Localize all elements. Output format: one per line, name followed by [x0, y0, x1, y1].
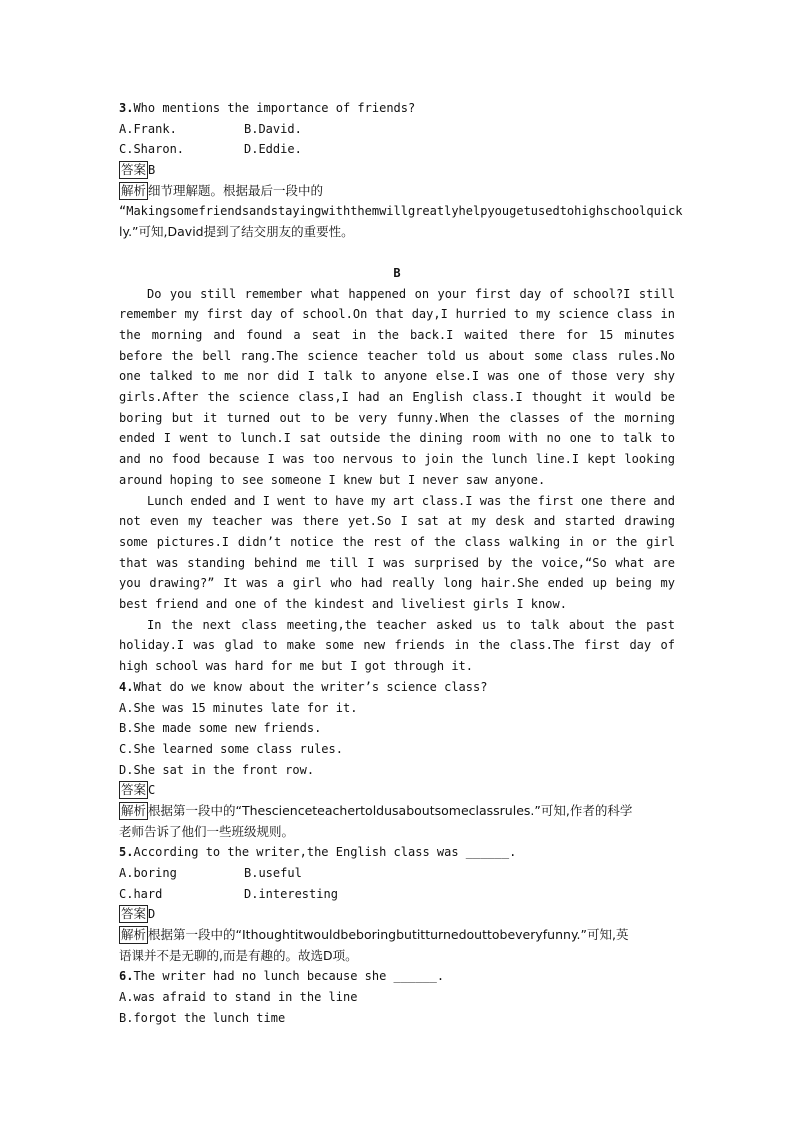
- question-number: 3.: [119, 101, 134, 115]
- option-a: A.boring: [119, 866, 177, 881]
- passage-paragraph-2: Lunch ended and I went to have my art class.I was the first one there and not even my teacher was there yet.So I sat at my desk and started drawing some pictures.I didn’t notice the rest of the class walking in or the girl that was standing behind me till I was surprised by the voice,“So what are you drawing?” It was a girl who had really long hair.She ended up being my best friend and one of the kindest and liveliest girls I know.: [119, 493, 675, 612]
- analysis-quote: “Makingsomefriendsandstayingwiththemwillgreatlyhelpyougetusedtohighschoolquick: [119, 204, 683, 219]
- option-c: C.She learned some class rules.: [119, 741, 343, 756]
- answer-value: D: [148, 907, 156, 922]
- option-d: D.She sat in the front row.: [119, 762, 315, 777]
- option-b: B.She made some new friends.: [119, 721, 322, 736]
- analysis-text: 根据第一段中的“Thescienceteachertoldusaboutsomeclassrules.”可知,作者的科学: [148, 802, 633, 818]
- answer-value: B: [148, 163, 156, 178]
- question-3: [119, 98, 675, 119]
- question-6: [119, 966, 675, 987]
- answer-line: [119, 160, 675, 181]
- options-row: [119, 863, 675, 884]
- passage-paragraph-1: Do you still remember what happened on your first day of school?I still remember my first day of school.On that day,I hurried to my science class in the morning and found a seat in the back.I waited there for 15 minutes before the bell rang.The science teacher told us about some class rules.No one talked to me nor did I talk to anyone else.I was one of those very shy girls.After the science class,I had an English class.I thought it would be boring but it turned out to be very funny.When the classes of the morning ended I went to lunch.I sat outside the dining room with no one to talk to and no food because I was too nervous to join the lunch line.I kept looking around hoping to see someone I knew but I never saw anyone.: [119, 286, 675, 487]
- analysis-tag: 解析: [121, 182, 147, 198]
- option-a: A.was afraid to stand in the line: [119, 990, 358, 1005]
- option-a: A.She was 15 minutes late for it.: [119, 700, 358, 715]
- analysis-conclusion: 老师告诉了他们一些班级规则。: [119, 823, 295, 839]
- question-4: [119, 677, 675, 698]
- analysis-text: 根据第一段中的“Ithoughtitwouldbeboringbutitturnedouttobeveryfunny.”可知,英: [148, 927, 629, 943]
- analysis-tag: 解析: [121, 802, 147, 818]
- option-d: D.interesting: [244, 886, 338, 901]
- question-number: 4.: [119, 679, 134, 694]
- answer-tag: 答案: [121, 906, 147, 922]
- answer-line: [119, 780, 675, 801]
- options-row: [119, 884, 675, 905]
- analysis-tag: 解析: [121, 927, 147, 943]
- question-number: 5.: [119, 845, 134, 860]
- passage-paragraph-3: In the next class meeting,the teacher asked us to talk about the past holiday.I was glad to make some new friends in the class.The first day of high school was hard for me but I got through it.: [119, 617, 675, 674]
- answer-tag: 答案: [121, 782, 147, 798]
- analysis-line: [119, 181, 675, 202]
- options-row: [119, 139, 675, 160]
- options-row: [119, 119, 675, 140]
- analysis-text: 细节理解题。根据最后一段中的: [148, 182, 324, 198]
- question-text: According to the writer,the English class was ______.: [133, 845, 517, 860]
- option-b: B.forgot the lunch time: [119, 1010, 286, 1025]
- answer-value: C: [148, 783, 156, 798]
- option-c: C.Sharon.: [119, 142, 185, 157]
- section-title: B: [393, 265, 401, 280]
- option-d: D.Eddie.: [244, 142, 302, 157]
- question-number: 6.: [119, 969, 134, 984]
- answer-line: [119, 904, 675, 925]
- question-5: [119, 842, 675, 863]
- answer-tag: 答案: [121, 162, 147, 178]
- option-b: B.David.: [244, 121, 302, 136]
- analysis-line: [119, 925, 675, 946]
- analysis-conclusion: 语课并不是无聊的,而是有趣的。故选D项。: [119, 947, 358, 963]
- question-text: The writer had no lunch because she ______.: [133, 969, 445, 984]
- analysis-line: [119, 801, 675, 822]
- page-content: [119, 98, 683, 1029]
- option-c: C.hard: [119, 886, 163, 901]
- option-b: B.useful: [244, 866, 302, 881]
- question-text: Who mentions the importance of friends?: [133, 101, 416, 115]
- analysis-conclusion: ly.”可知,David提到了结交朋友的重要性。: [119, 224, 354, 240]
- option-a: A.Frank.: [119, 121, 177, 136]
- question-text: What do we know about the writer’s science class?: [133, 679, 488, 694]
